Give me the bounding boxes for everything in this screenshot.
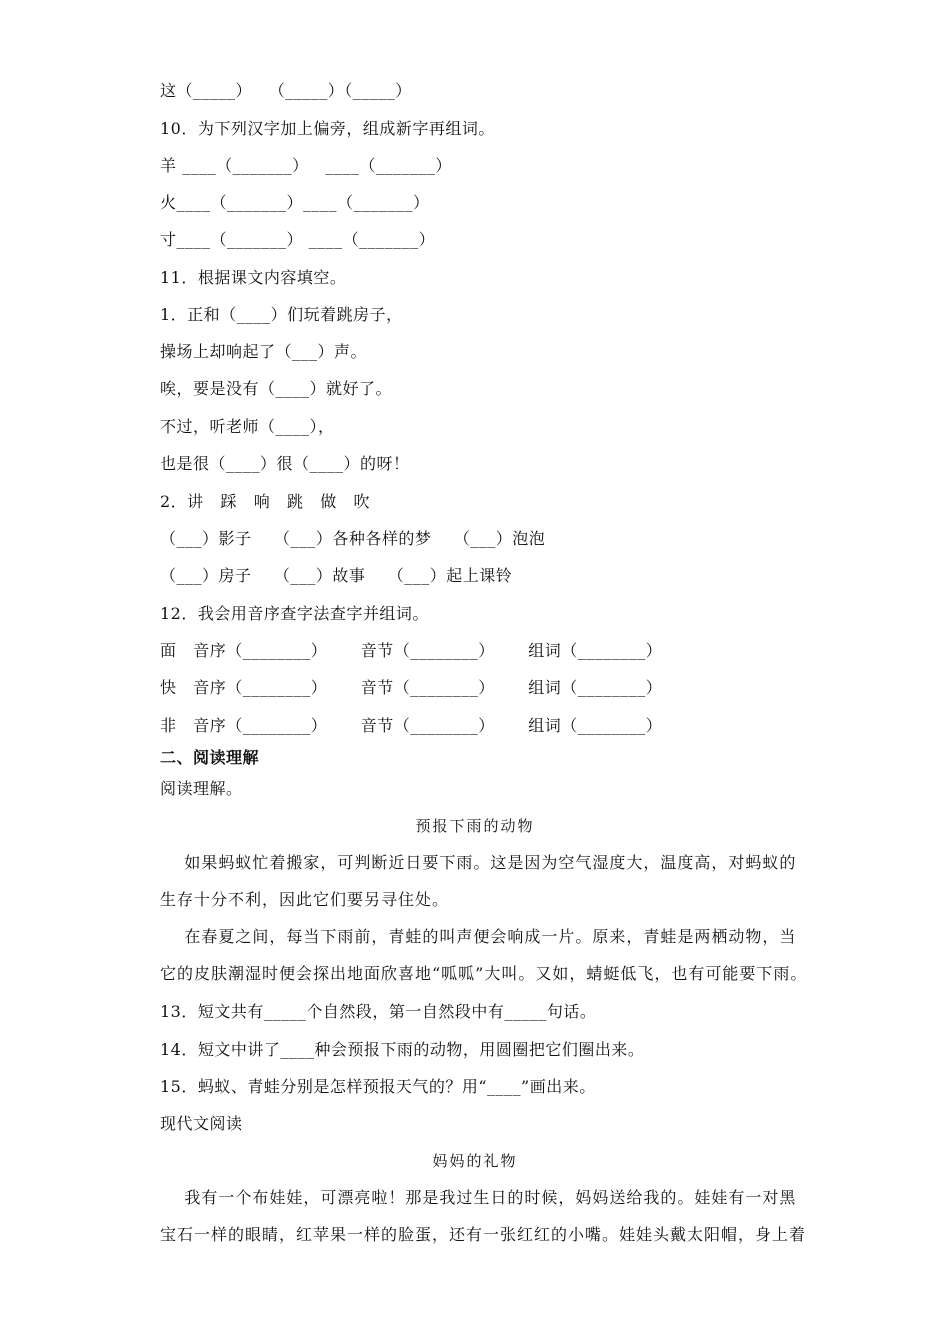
passage2-para1-line2: 宝石一样的眼睛，红苹果一样的脸蛋，还有一张红红的小嘴。娃娃头戴太阳帽，身上着: [160, 1225, 807, 1244]
passage1-title: 预报下雨的动物: [415, 817, 535, 835]
q9-blanks-line: 这（_____） （_____）（_____）: [160, 81, 412, 100]
q11-part1-line5: 也是很（____）很（____）的呀！: [160, 454, 410, 473]
q13-line: 13．短文共有_____个自然段，第一自然段中有_____句话。: [160, 1002, 597, 1021]
q11-part1-line2: 操场上却响起了（___）声。: [160, 342, 368, 361]
q11-part2-row2: （___）房子 （___）故事 （___）起上课铃: [160, 566, 513, 585]
section-heading-reading: 二、阅读理解: [160, 748, 260, 767]
passage1-para2-line1: 在春夏之间，每当下雨前，青蛙的叫声便会响成一片。原来，青蛙是两栖动物，当: [160, 927, 797, 946]
q11-part1-line1: 1．正和（____）们玩着跳房子，: [160, 305, 403, 324]
q11-part2-words: 2．讲 踩 响 跳 做 吹: [160, 492, 370, 511]
q11-part2-row1: （___）影子 （___）各种各样的梦 （___）泡泡: [160, 529, 546, 548]
passage1-para1-line1: 如果蚂蚁忙着搬家，可判断近日要下雨。这是因为空气湿度大，温度高，对蚂蚁的: [160, 853, 797, 872]
q11-part1-line4: 不过，听老师（____），: [160, 417, 335, 436]
reading-intro: 阅读理解。: [160, 779, 243, 798]
q10-line-huo: 火____（_______）____（_______）: [160, 193, 430, 212]
passage2-para1-line1: 我有一个布娃娃，可漂亮啦！那是我过生日的时候，妈妈送给我的。娃娃有一对黑: [160, 1188, 797, 1207]
q10-line-yang: 羊 ____（_______） ____（_______）: [160, 156, 452, 175]
q12-title: 12．我会用音序查字法查字并组词。: [160, 604, 429, 623]
q15-line: 15．蚂蚁、青蛙分别是怎样预报天气的？用“____”画出来。: [160, 1077, 596, 1096]
passage1-para1-line2: 生存十分不利，因此它们要另寻住处。: [160, 890, 450, 909]
q11-part1-line3: 唉，要是没有（____）就好了。: [160, 379, 393, 398]
q12-row-kuai: 快 音序（________） 音节（________） 组词（________）: [160, 678, 663, 697]
passage2-title: 妈妈的礼物: [432, 1152, 518, 1170]
q14-line: 14．短文中讲了____种会预报下雨的动物，用圆圈把它们圈出来。: [160, 1040, 645, 1059]
modern-reading-heading: 现代文阅读: [160, 1114, 243, 1133]
q12-row-mian: 面 音序（________） 音节（________） 组词（________）: [160, 641, 663, 660]
q10-line-cun: 寸____（_______） ____（_______）: [160, 230, 436, 249]
q12-row-fei: 非 音序（________） 音节（________） 组词（________）: [160, 716, 663, 735]
q10-title: 10．为下列汉字加上偏旁，组成新字再组词。: [160, 119, 495, 138]
q11-title: 11．根据课文内容填空。: [160, 268, 347, 287]
passage1-para2-line2: 它的皮肤潮湿时便会探出地面欣喜地“呱呱”大叫。又如，蜻蜓低飞，也有可能要下雨。: [160, 964, 808, 983]
